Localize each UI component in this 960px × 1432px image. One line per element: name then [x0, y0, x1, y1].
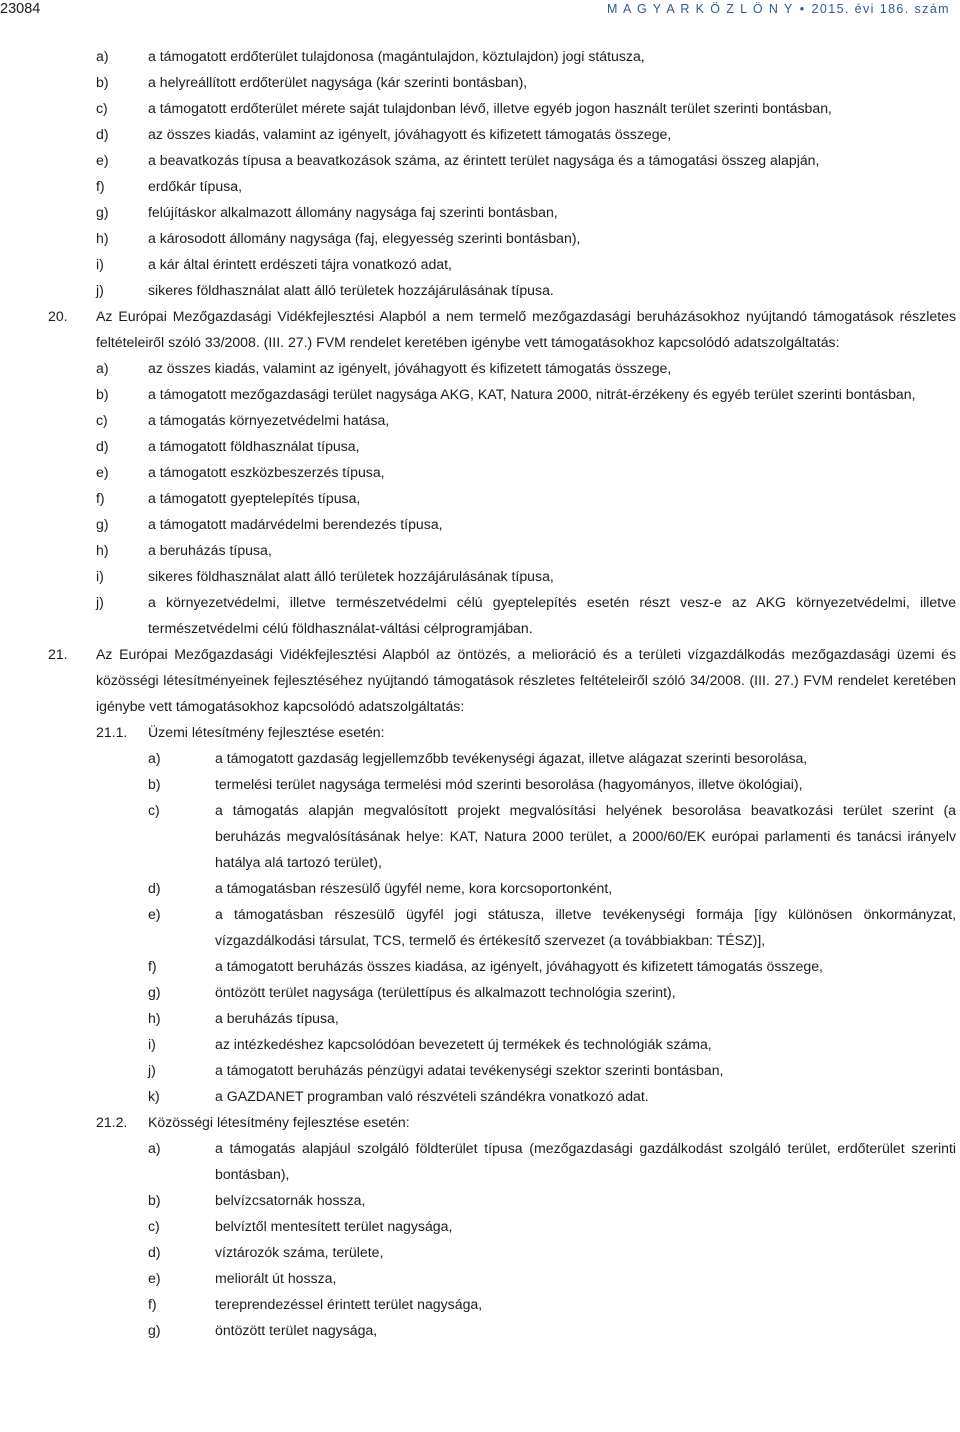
page-body: [0, 43, 960, 1343]
list-item-text: a támogatás környezetvédelmi hatása,: [148, 412, 390, 428]
list-item: [0, 69, 960, 95]
point-text: Az Európai Mezőgazdasági Vidékfejlesztési Alapból az öntözés, a melioráció és a területi vízgazdálkodás mezőgazdasági üzemi és közösségi létesítményeinek fejlesztéséhez nyújtandó támogatások részletes feltételeiről szóló 34/2008. (III. 27.) FVM rendelet keretében igénybe vett támogatásokhoz kapcsolódó adatszolgáltatás:: [96, 646, 956, 714]
list-item: [0, 771, 960, 797]
list-item-text: a beavatkozás típusa a beavatkozások száma, az érintett terület nagysága és a támogatási összeg alapján,: [148, 152, 820, 168]
page-number: 23084: [0, 1, 41, 17]
list-item: [0, 381, 960, 407]
list-item: [0, 901, 960, 953]
list-item-text: a beruházás típusa,: [148, 542, 272, 558]
list-item-label: c): [148, 802, 160, 818]
list-item-label: d): [148, 880, 161, 896]
list-item: [0, 953, 960, 979]
list-item-text: sikeres földhasználat alatt álló területek hozzájárulásának típusa,: [148, 568, 554, 584]
list-item-label: g): [148, 1322, 161, 1338]
list-item-label: f): [148, 1296, 157, 1312]
list-item: [0, 251, 960, 277]
page-header: [0, 0, 960, 22]
list-item-text: a támogatásban részesülő ügyfél jogi státusza, illetve tevékenységi formája [így különösen önkormányzat, vízgazdálkodási társulat, TCS, termelő és értékesítő szervezet (a továbbiakban: TÉSZ)],: [215, 906, 956, 948]
list-item: [0, 745, 960, 771]
list-item: [0, 563, 960, 589]
list-item-label: j): [96, 594, 104, 610]
list-item-label: e): [96, 152, 109, 168]
list-item: [0, 225, 960, 251]
list-item-label: h): [96, 542, 109, 558]
list-item-text: a támogatott gyeptelepítés típusa,: [148, 490, 361, 506]
list-item-text: az összes kiadás, valamint az igényelt, jóváhagyott és kifizetett támogatás összege,: [148, 360, 672, 376]
list-item-label: e): [148, 906, 161, 922]
list-item-text: felújításkor alkalmazott állomány nagysága faj szerinti bontásban,: [148, 204, 558, 220]
journal-title-issue: [607, 0, 950, 18]
list-item-label: g): [96, 516, 109, 532]
list-item: [0, 95, 960, 121]
list-item-label: e): [96, 464, 109, 480]
subpoint-21-2: [0, 1109, 960, 1135]
list-item: [0, 1317, 960, 1343]
list-item-label: a): [148, 1140, 161, 1156]
list-item-text: a támogatott erdőterület mérete saját tulajdonban lévő, illetve egyéb jogon használt terület szerinti bontásban,: [148, 100, 832, 116]
list-item-label: h): [96, 230, 109, 246]
list-item-label: k): [148, 1088, 160, 1104]
list-item: [0, 459, 960, 485]
list-item-label: b): [148, 1192, 161, 1208]
list-item-text: a helyreállított erdőterület nagysága (kár szerinti bontásban),: [148, 74, 528, 90]
list-item: [0, 147, 960, 173]
point-number: 21.: [48, 646, 68, 662]
list-item-text: sikeres földhasználat alatt álló területek hozzájárulásának típusa.: [148, 282, 554, 298]
list-item: [0, 407, 960, 433]
list-item-text: a beruházás típusa,: [215, 1010, 339, 1026]
list-item: [0, 485, 960, 511]
list-item: [0, 1239, 960, 1265]
subpoint-text: Üzemi létesítmény fejlesztése esetén:: [148, 724, 385, 740]
list-item-label: c): [96, 100, 108, 116]
list-item: [0, 979, 960, 1005]
list-item-label: d): [148, 1244, 161, 1260]
list-item-text: öntözött terület nagysága (területtípus és alkalmazott technológia szerint),: [215, 984, 676, 1000]
list-item-text: a támogatott gazdaság legjellemzőbb tevékenységi ágazat, illetve alágazat szerinti besorolása,: [215, 750, 808, 766]
list-item: [0, 1005, 960, 1031]
list-item: [0, 1187, 960, 1213]
list-item-text: a támogatott erdőterület tulajdonosa (magántulajdon, köztulajdon) jogi státusza,: [148, 48, 645, 64]
list-item-label: a): [148, 750, 161, 766]
list-item-label: b): [148, 776, 161, 792]
list-item-text: a támogatás alapján megvalósított projekt megvalósítási helyének besorolása beavatkozási terület szerint (a beruházás megvalósításának helye: KAT, Natura 2000 terület, a 2000/60/EK európai parlamenti és tanácsi irányelv hatálya alá tartozó terület),: [215, 802, 956, 870]
list-item: [0, 277, 960, 303]
list-item-text: víztározók száma, területe,: [215, 1244, 384, 1260]
list-item-label: i): [96, 568, 104, 584]
subpoint-text: Közösségi létesítmény fejlesztése esetén:: [148, 1114, 410, 1130]
list-item-label: g): [148, 984, 161, 1000]
list-item-label: b): [96, 74, 109, 90]
list-item: [0, 797, 960, 875]
list-item-text: meliorált út hossza,: [215, 1270, 337, 1286]
list-item-label: i): [148, 1036, 156, 1052]
list-item-text: belvízcsatornák hossza,: [215, 1192, 366, 1208]
list-item-text: a támogatott eszközbeszerzés típusa,: [148, 464, 385, 480]
list-item-label: d): [96, 126, 109, 142]
list-item: [0, 1265, 960, 1291]
subpoint-21-1: [0, 719, 960, 745]
list-item: [0, 1031, 960, 1057]
list-item: [0, 1291, 960, 1317]
list-item-text: a támogatásban részesülő ügyfél neme, kora korcsoportonként,: [215, 880, 613, 896]
list-item: [0, 199, 960, 225]
list-item-label: g): [96, 204, 109, 220]
list-item-label: h): [148, 1010, 161, 1026]
point-number: 20.: [48, 308, 68, 324]
list-item-text: az intézkedéshez kapcsolódóan bevezetett új termékek és technológiák száma,: [215, 1036, 712, 1052]
subpoint-number: 21.1.: [96, 724, 128, 740]
list-item: [0, 1213, 960, 1239]
list-item-text: a támogatott beruházás összes kiadása, az igényelt, jóváhagyott és kifizetett támogatás összege,: [215, 958, 823, 974]
separator-bullet: •: [799, 2, 806, 16]
list-item: [0, 1083, 960, 1109]
journal-title: M A G Y A R K Ö Z L Ö N Y: [607, 2, 794, 16]
subpoint-number: 21.2.: [96, 1114, 128, 1130]
list-item-text: a támogatott madárvédelmi berendezés típusa,: [148, 516, 443, 532]
list-item-label: c): [148, 1218, 160, 1234]
list-item-text: öntözött terület nagysága,: [215, 1322, 378, 1338]
issue-number: 2015. évi 186. szám: [811, 2, 950, 16]
list-item-text: a környezetvédelmi, illetve természetvédelmi célú gyeptelepítés esetén részt vesz-e az AKG környezetvédelmi, illetve természetvédelmi célú földhasználat-váltási célprogramjában.: [148, 594, 956, 636]
list-item: [0, 875, 960, 901]
list-item-label: b): [96, 386, 109, 402]
list-item-text: tereprendezéssel érintett terület nagysága,: [215, 1296, 483, 1312]
list-item: [0, 173, 960, 199]
list-item-text: az összes kiadás, valamint az igényelt, jóváhagyott és kifizetett támogatás összege,: [148, 126, 672, 142]
list-item-text: a támogatás alapjául szolgáló földterület típusa (mezőgazdasági gazdálkodást szolgáló terület, erdőterület szerinti bontásban),: [215, 1140, 956, 1182]
list-item-text: erdőkár típusa,: [148, 178, 243, 194]
list-item-label: f): [96, 490, 105, 506]
list-item: [0, 121, 960, 147]
list-item: [0, 433, 960, 459]
list-item-label: a): [96, 360, 109, 376]
list-item: [0, 537, 960, 563]
numbered-point-20: [0, 303, 960, 355]
numbered-point-21: [0, 641, 960, 719]
list-item-text: a kár által érintett erdészeti tájra vonatkozó adat,: [148, 256, 452, 272]
list-item: [0, 1057, 960, 1083]
list-item-label: i): [96, 256, 104, 272]
list-item-text: a támogatott mezőgazdasági terület nagysága AKG, KAT, Natura 2000, nitrát-érzékeny és egyéb terület szerinti bontásban,: [148, 386, 916, 402]
list-item-text: a támogatott földhasználat típusa,: [148, 438, 360, 454]
list-item: [0, 355, 960, 381]
list-item-label: e): [148, 1270, 161, 1286]
list-item-text: a károsodott állomány nagysága (faj, elegyesség szerinti bontásban),: [148, 230, 581, 246]
list-item-text: a GAZDANET programban való részvételi szándékra vonatkozó adat.: [215, 1088, 649, 1104]
list-item: [0, 43, 960, 69]
point-text: Az Európai Mezőgazdasági Vidékfejlesztési Alapból a nem termelő mezőgazdasági beruházásokhoz nyújtandó támogatások részletes feltételeiről szóló 33/2008. (III. 27.) FVM rendelet keretében igénybe vett támogatásokhoz kapcsolódó adatszolgáltatás:: [96, 308, 956, 350]
list-item-text: belvíztől mentesített terület nagysága,: [215, 1218, 453, 1234]
list-item-label: j): [148, 1062, 156, 1078]
list-item-label: d): [96, 438, 109, 454]
list-item: [0, 589, 960, 641]
list-item: [0, 1135, 960, 1187]
list-item-label: f): [148, 958, 157, 974]
list-item-text: a támogatott beruházás pénzügyi adatai tevékenységi szektor szerinti bontásban,: [215, 1062, 724, 1078]
list-item: [0, 511, 960, 537]
list-item-label: a): [96, 48, 109, 64]
list-item-label: j): [96, 282, 104, 298]
list-item-label: f): [96, 178, 105, 194]
list-item-label: c): [96, 412, 108, 428]
list-item-text: termelési terület nagysága termelési mód szerinti besorolása (hagyományos, illetve ökológiai),: [215, 776, 803, 792]
